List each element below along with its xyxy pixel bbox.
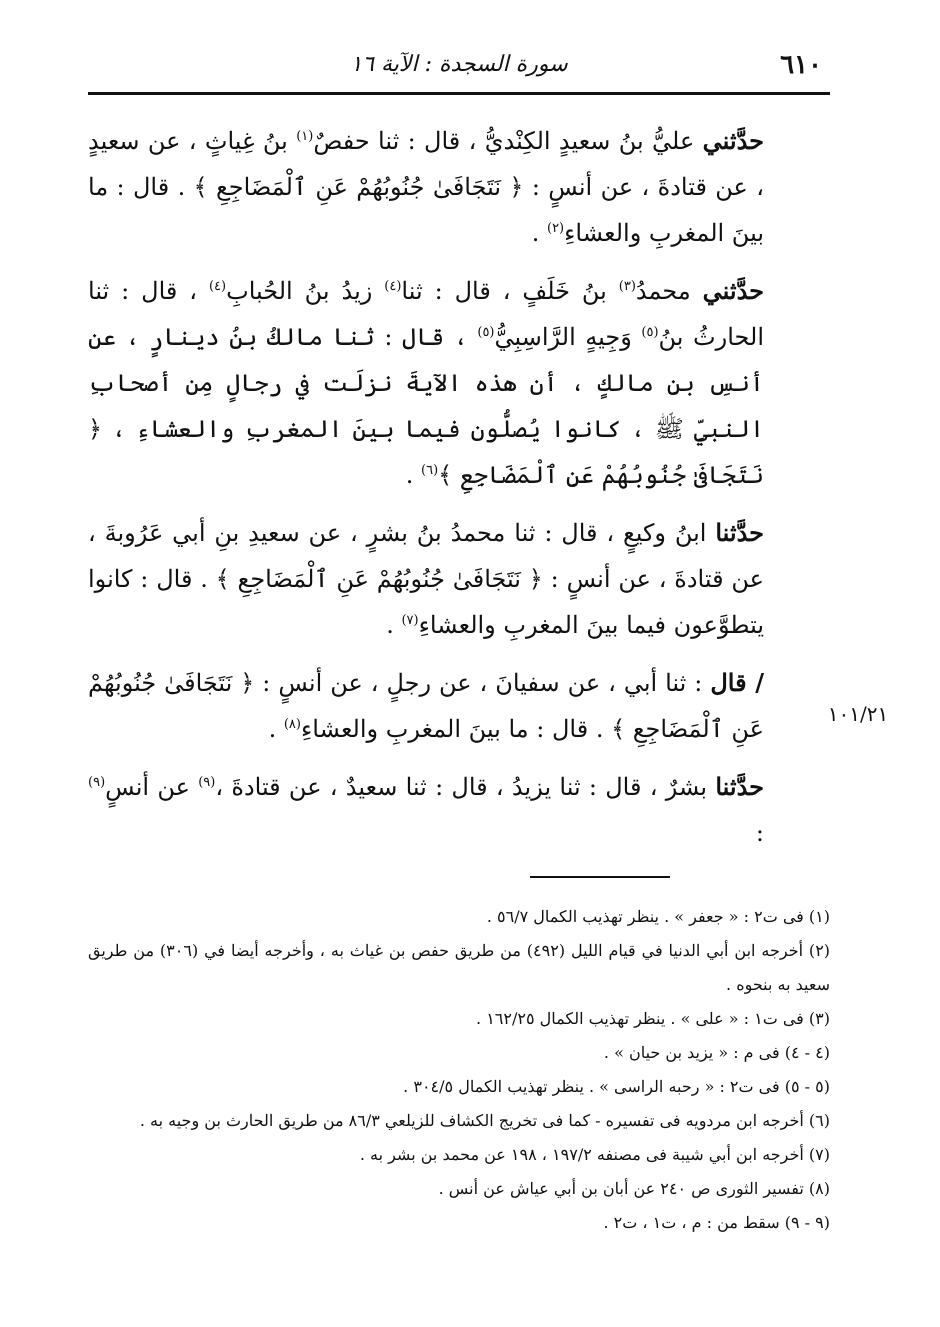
footnote-ref: (٤) [208,279,227,294]
footnote-item: (٨) تفسير الثورى ص ٢٤٠ عن أبان بن أبي عياش عن أنس . [438,1179,830,1198]
paragraph-2 [88,268,764,498]
paragraph-lead: حدَّثني [702,276,765,305]
paragraph-text: بنُ غِياثٍ ، عن سعيدٍ ، عن قتادةَ ، عن أنسٍ : ﴿ نَتَجَافَىٰ جُنُوبُهُمْ عَنِ ٱلْمَضَاجِعِ ﴾ . قال : ما بينَ المغربِ والعشاءِ [88,127,764,247]
paragraph-lead: حدَّثنا [715,772,764,801]
paragraph-text: ابنُ وكيعٍ ، قال : ثنا محمدُ بنُ بشرٍ ، عن سعيدِ بنِ أبي عَرُوبةَ ، عن قتادةَ ، عن أنسٍ : ﴿ نَتَجَافَىٰ جُنُوبُهُمْ عَنِ ٱلْمَضَاجِعِ ﴾ . قال : كانوا يتطوَّعون فيما بينَ المغربِ والعشاءِ [88,519,764,639]
paragraph-1 [88,118,764,256]
paragraph-text: وَجِيهٍ الرَّاسِبِيُّ [494,323,642,351]
running-title: سورة السجدة : الآية ١٦ [350,52,568,77]
footnote-item: (٢) أخرجه ابن أبي الدنيا في قيام الليل (٤٩٢) من طريق حفص بن غياث به ، وأخرجه أيضا في (٣٠٦) من طريق سعيد به بنحوه . [88,941,831,994]
footnote-ref: (٦) [421,463,439,478]
paragraph-text: . [405,461,422,489]
page-number: ٦١٠ [780,50,822,80]
paragraph-text: ، قال : ثنا الحارثُ بنُ [88,277,764,351]
footnote-ref: (٧) [401,613,419,628]
footnote-ref: (٥) [477,325,495,340]
paragraph-text: : ثنا أبي ، عن سفيانَ ، عن رجلٍ ، عن أنسٍ : ﴿ نَتَجَافَىٰ جُنُوبُهُمْ عَنِ ٱلْمَضَاجِعِ ﴾ . قال : ما بينَ المغربِ والعشاءِ [88,669,764,743]
footnote-item: (٣) فى ت١ : « على » . ينظر تهذيب الكمال ١٦٢/٢٥ . [476,1009,830,1028]
header-rule [88,92,830,95]
footnote-ref: (١) [296,129,314,144]
footnote-separator [530,876,670,878]
paragraph-text: محمدُ [635,277,703,305]
main-text [88,118,764,868]
margin-reference: ١٠١/٢١ [827,702,889,726]
paragraph-text: بنُ خَلَفٍ ، قال : ثنا [401,277,619,305]
paragraph-text: زيدُ بنُ الحُبابِ [226,277,385,305]
footnote-ref: (٨) [283,717,301,732]
footnote-ref: (٥) [641,325,659,340]
paragraph-lead: حدَّثنا [715,518,764,547]
footnote-item: (٦) أخرجه ابن مردويه فى تفسيره - كما فى تخريج الكشاف للزيلعي ٨٦/٣ من طريق الحارث بن وجيه به . [139,1111,830,1130]
page-break-marker: / [746,668,764,697]
footnote-ref: (٩) [88,775,106,790]
footnote-item: (٧) أخرجه ابن أبي شيبة فى مصنفه ١٩٧/٢ ، ١٩٨ عن محمد بن بشر به . [359,1145,830,1164]
paragraph-text: . [531,219,547,247]
paragraph-text: . [386,611,402,639]
paragraph-text: عليُّ بنُ سعيدٍ الكِنْديُّ ، قال : ثنا حفصٌ [313,127,703,155]
footnote-ref: (٤) [384,279,402,294]
footnote-ref: (٣) [618,279,636,294]
footnote-item: (٤ - ٤) فى م : « يزيد بن حيان » . [603,1043,830,1062]
paragraph-text: بشرٌ ، قال : ثنا يزيدُ ، قال : ثنا سعيدٌ ، عن قتادةَ ، [215,773,716,801]
page-header [88,40,830,90]
footnote-item: (٩ - ٩) سقط من : م ، ت١ ، ت٢ . [603,1213,830,1232]
paragraph-text: . [268,715,284,743]
paragraph-text: : [755,819,764,847]
paragraph-5 [88,764,764,856]
paragraph-lead: حدَّثني [702,126,765,155]
footnote-ref: (٩) [198,775,216,790]
paragraph-text: ، قال : ثنا مالكُ بنُ دينارٍ ، عن أنسِ بنِ مالكٍ ، أن هذه الآيةَ نزلَت في رجالٍ مِن أصحابِ النبيِّ ﷺ ، كانوا يُصلُّون فيما بينَ المغربِ والعشاءِ ، ﴿ نَتَجَافَىٰ جُنُوبُهُمْ عَنِ ٱلْمَضَاجِعِ ﴾ [88,323,764,489]
paragraph-3 [88,510,764,648]
paragraph-text: عن أنسٍ [105,773,199,801]
footnotes [88,900,830,1240]
footnote-item: (١) فى ت٢ : « جعفر » . ينظر تهذيب الكمال ٥٦/٧ . [486,907,830,926]
paragraph-lead: قال [710,668,747,697]
footnote-item: (٥ - ٥) فى ت٢ : « رحبه الراسى » . ينظر تهذيب الكمال ٣٠٤/٥ . [403,1077,830,1096]
footnote-ref: (٢) [546,221,565,236]
paragraph-4 [88,660,764,752]
